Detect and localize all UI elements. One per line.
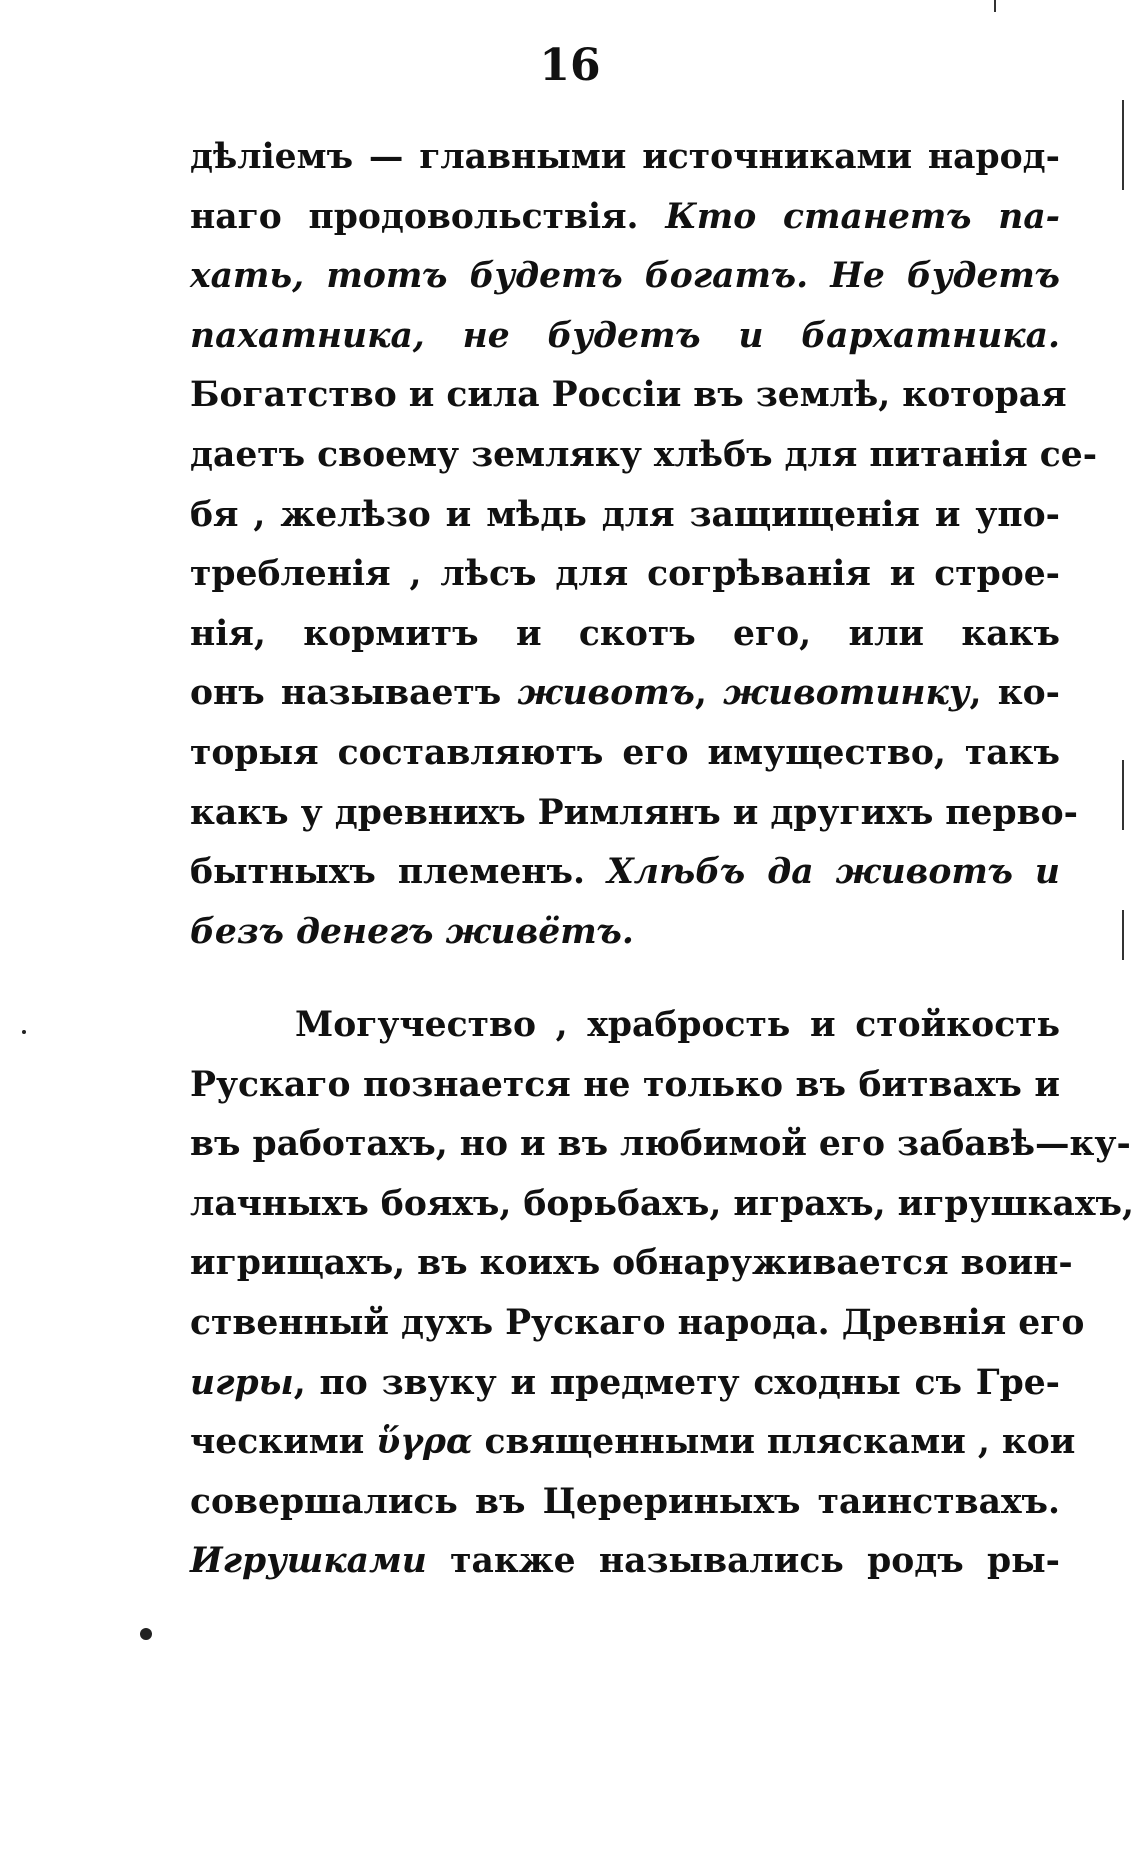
text-run: Могучество , храбрость и стойкость bbox=[295, 1005, 1060, 1045]
text-run: дѣліемъ — главными источниками народ- bbox=[190, 137, 1060, 177]
italic-text: хать, тотъ будетъ богатъ. Не будетъ bbox=[190, 256, 1060, 297]
text-line bbox=[190, 784, 1078, 844]
italic-text: Хлѣбъ да животъ и bbox=[606, 852, 1060, 893]
text-line bbox=[190, 1354, 1060, 1414]
scan-edge-mark bbox=[1122, 910, 1124, 960]
text-run: ственный духъ Рускаго народа. Древнія его bbox=[190, 1302, 1085, 1343]
text-run: игрищахъ, въ коихъ обнаруживается воин- bbox=[190, 1243, 1073, 1284]
text-line bbox=[190, 1115, 1131, 1175]
paragraph-2 bbox=[190, 996, 1134, 1592]
text-line bbox=[190, 188, 1060, 248]
text-run: священными плясками , кои bbox=[472, 1422, 1076, 1463]
scan-edge-mark bbox=[994, 0, 996, 12]
text-run: также назывались родъ ры- bbox=[426, 1541, 1060, 1582]
text-line bbox=[190, 1294, 1085, 1354]
italic-text: животинку bbox=[723, 673, 970, 714]
text-line bbox=[190, 486, 1060, 546]
ink-speck bbox=[22, 1030, 26, 1034]
text-run: бытныхъ племенъ. bbox=[190, 852, 607, 893]
text-line bbox=[190, 247, 1060, 307]
text-run: даетъ своему земляку хлѣбъ для питанія се- bbox=[190, 434, 1098, 475]
text-line bbox=[190, 903, 1060, 963]
ink-speck bbox=[140, 1628, 152, 1640]
text-line bbox=[190, 128, 1060, 188]
text-line bbox=[190, 1234, 1073, 1294]
text-line bbox=[190, 1532, 1060, 1592]
text-line bbox=[190, 1056, 1060, 1116]
text-line bbox=[190, 1473, 1060, 1533]
page-number: 16 bbox=[539, 40, 601, 91]
italic-text: игры bbox=[190, 1362, 294, 1403]
text-run: нія, кормитъ и скотъ его, или какъ bbox=[190, 613, 1060, 654]
text-line bbox=[190, 545, 1060, 605]
text-run: въ работахъ, но и въ любимой его забавѣ—ку- bbox=[190, 1124, 1131, 1165]
paragraph-1 bbox=[190, 128, 1098, 962]
text-line bbox=[190, 1413, 1076, 1473]
text-run: бя , желѣзо и мѣдь для защищенія и упо- bbox=[190, 494, 1060, 535]
text-run: онъ называетъ bbox=[190, 673, 518, 714]
text-run: , bbox=[694, 673, 724, 714]
text-run: лачныхъ бояхъ, борьбахъ, играхъ, игрушкахъ, bbox=[190, 1183, 1134, 1224]
scan-edge-mark bbox=[1122, 760, 1124, 830]
text-line bbox=[190, 724, 1060, 784]
text-run: , по звуку и предмету сходны съ Гре- bbox=[293, 1362, 1060, 1403]
text-run: требленія , лѣсъ для согрѣванія и строе- bbox=[190, 554, 1060, 595]
text-line bbox=[190, 1175, 1134, 1235]
italic-text: Кто станетъ па- bbox=[665, 196, 1060, 237]
text-line bbox=[190, 996, 1060, 1056]
text-line bbox=[190, 664, 1060, 724]
italic-text: Игрушками bbox=[190, 1541, 427, 1582]
text-run: совершались въ Церериныхъ таинствахъ. bbox=[190, 1481, 1060, 1522]
text-line bbox=[190, 605, 1060, 665]
italic-text: безъ денегъ живётъ. bbox=[190, 911, 634, 952]
italic-text: ὕγρα bbox=[376, 1422, 473, 1463]
text-line bbox=[190, 307, 1060, 367]
italic-text: пахатника, не будетъ и бархатника. bbox=[190, 315, 1060, 356]
text-line bbox=[190, 843, 1060, 903]
text-run: какъ у древнихъ Римлянъ и другихъ перво- bbox=[190, 792, 1078, 833]
text-run: наго продовольствія. bbox=[190, 196, 666, 237]
text-line bbox=[190, 426, 1098, 486]
text-run: Рускаго познается не только въ битвахъ и bbox=[190, 1064, 1060, 1105]
text-run: , ко- bbox=[969, 673, 1060, 714]
text-line bbox=[190, 366, 1067, 426]
text-run: Богатство и сила Россіи въ землѣ, которая bbox=[190, 375, 1067, 416]
text-run: ческими bbox=[190, 1422, 377, 1463]
scan-edge-mark bbox=[1122, 100, 1124, 190]
text-run: торыя составляютъ его имущество, такъ bbox=[190, 732, 1060, 773]
italic-text: животъ bbox=[517, 673, 695, 714]
